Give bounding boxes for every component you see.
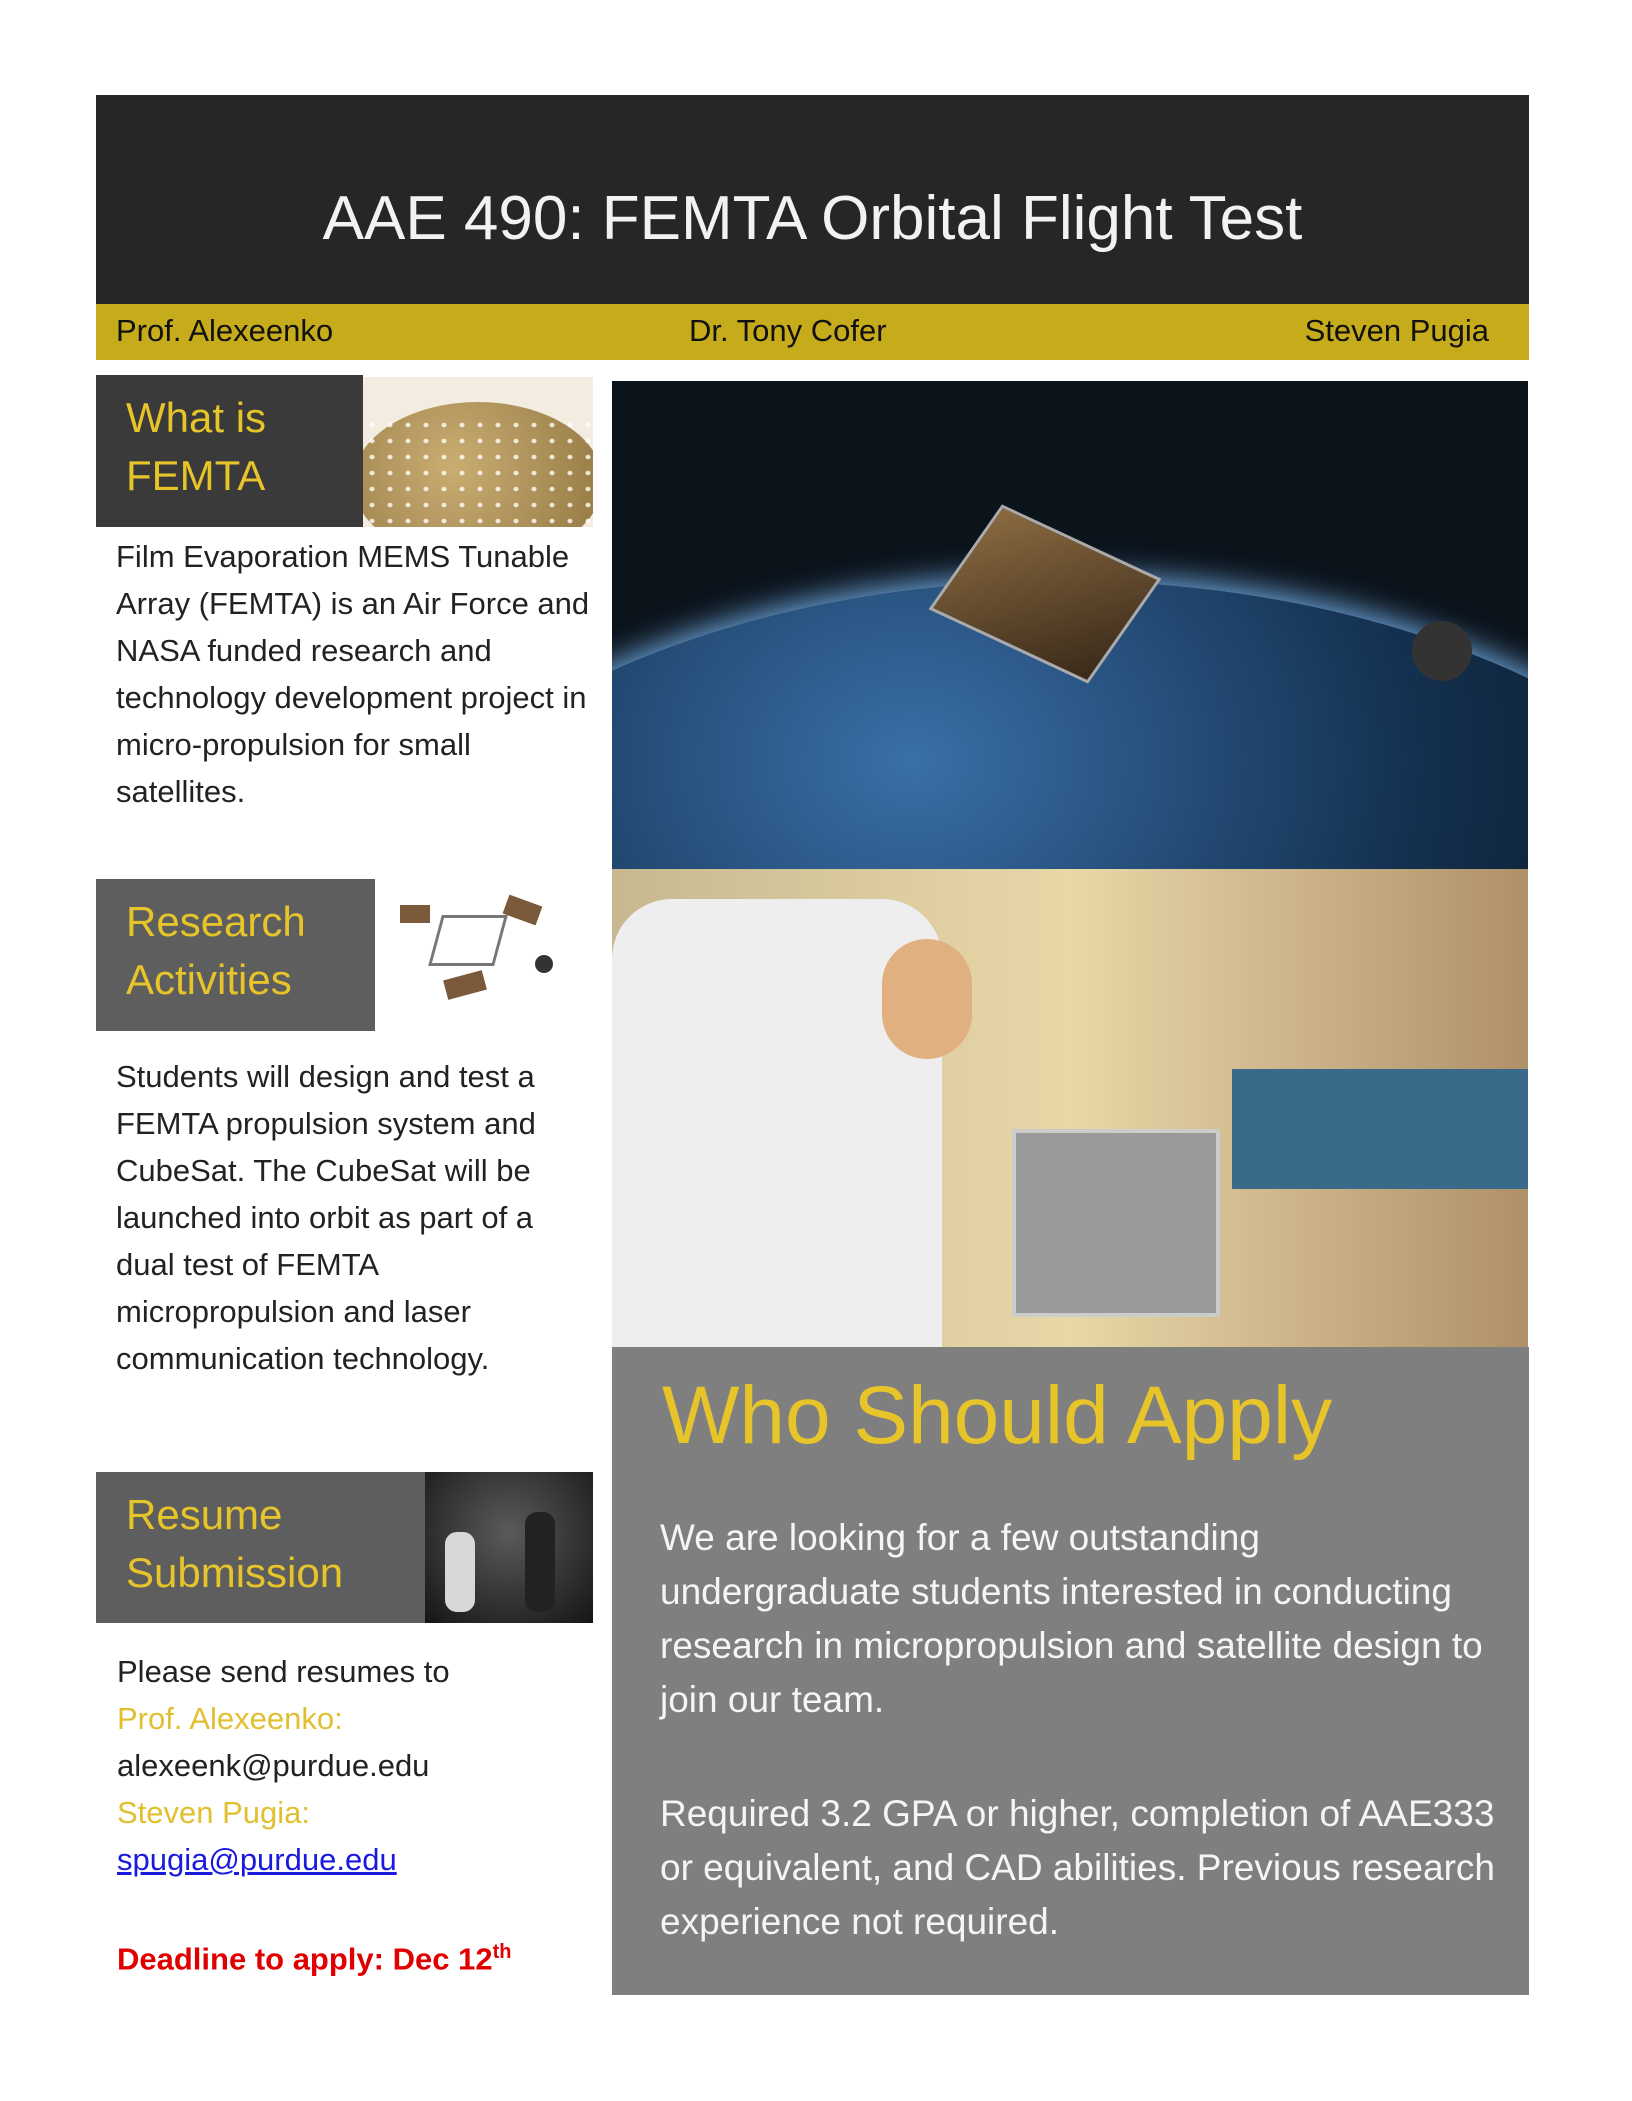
requirements-text: Required 3.2 GPA or higher, completion of AAE333 or equivalent, and CAD abilities. Previous research experience not required. [660,1793,1495,1942]
name-alexeenko: Prof. Alexeenko [116,313,334,348]
what-is-femta-heading [96,375,363,527]
heading-line: FEMTA [126,452,266,499]
heading-line: Activities [126,956,292,1003]
title-banner [96,95,1529,304]
resume-submission-heading [96,1472,425,1623]
who-should-apply-heading: Who Should Apply [662,1370,1333,1461]
who-should-apply-text: We are looking for a few outstanding undergraduate students interested in conducting research in micropropulsion and satellite design to join our team. [660,1517,1483,1720]
heading-line: Resume [126,1491,283,1538]
contact-name: Prof. Alexeenko: [117,1701,343,1736]
resume-info [117,1648,597,1982]
students-lab-image [425,1472,593,1623]
lab-student-cubesat-image [612,869,1528,1347]
cubesat-orbit-image [612,381,1528,869]
deadline-sup: th [492,1941,512,1963]
resume-intro: Please send resumes to [117,1654,450,1689]
name-cofer: Dr. Tony Cofer [689,313,887,348]
heading-line: Research [126,898,306,945]
name-pugia: Steven Pugia [1304,313,1489,348]
page-title: AAE 490: FEMTA Orbital Flight Test [322,184,1303,253]
cubesat-exploded-image [385,885,595,1015]
contact-email[interactable]: alexeenk@purdue.edu [117,1748,430,1783]
what-is-femta-text: Film Evaporation MEMS Tunable Array (FEMTA) is an Air Force and NASA funded research and technology development project in micro-propulsion for small satellites. [116,539,590,809]
contact-email-link[interactable]: spugia@purdue.edu [117,1842,397,1877]
deadline [117,1929,597,1982]
deadline-text: Deadline to apply: Dec 12 [117,1941,493,1977]
heading-line: Submission [126,1549,344,1596]
who-should-apply-panel [612,1347,1529,1995]
femta-wafer-image [363,377,593,527]
contact-name: Steven Pugia: [117,1795,311,1830]
heading-line: What is [126,394,267,441]
research-activities-text: Students will design and test a FEMTA propulsion system and CubeSat. The CubeSat will be launched into orbit as part of a dual test of FEMTA micropropulsion and laser communication technology. [116,1059,536,1376]
research-activities-heading [96,879,375,1031]
names-bar [96,304,1529,360]
